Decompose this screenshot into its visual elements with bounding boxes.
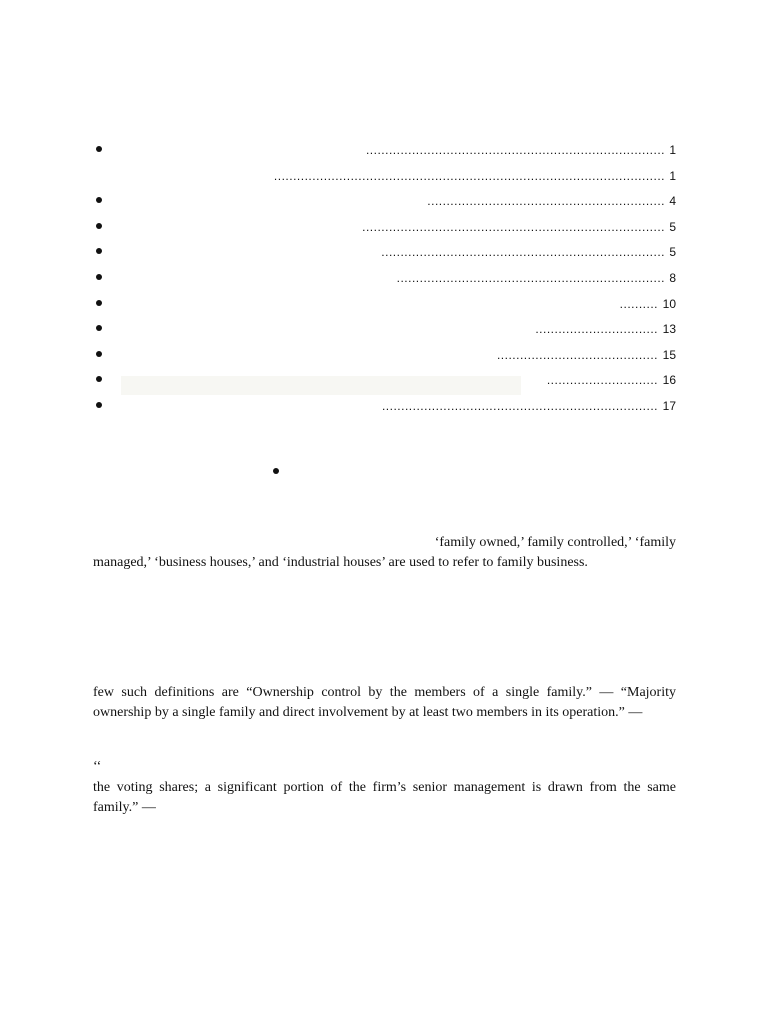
toc-leader-dots: ................................ [535, 322, 658, 337]
toc-entry[interactable] [0, 194, 768, 220]
bullet-icon [96, 376, 102, 382]
bullet-icon [96, 351, 102, 357]
paragraph-terms-line-2: managed,’ ‘business houses,’ and ‘industrial houses’ are used to refer to family business. [93, 554, 588, 570]
toc-page-number: 5 [669, 245, 676, 260]
paragraph-terms-line-1: ‘family owned,’ family controlled,’ ‘family [434, 535, 676, 550]
table-of-contents [0, 143, 768, 425]
bullet-icon [96, 248, 102, 254]
bullet-icon [96, 325, 102, 331]
section-bullet [273, 468, 279, 474]
toc-page-number: 8 [669, 270, 676, 285]
toc-entry[interactable] [0, 220, 768, 246]
toc-page-number: 17 [662, 398, 676, 413]
toc-entry[interactable] [0, 169, 768, 195]
bullet-icon [96, 223, 102, 229]
opening-quote-mark: ‘‘ [93, 759, 102, 774]
toc-leader-dots: .......................................... [496, 347, 658, 362]
toc-page-number: 16 [662, 373, 676, 388]
toc-page-number: 4 [669, 194, 676, 209]
toc-leader-dots: ............................. [546, 373, 658, 388]
toc-entry[interactable] [0, 143, 768, 169]
toc-entry[interactable] [0, 297, 768, 323]
toc-page-number: 1 [669, 143, 676, 157]
toc-page-number: 5 [669, 219, 676, 234]
toc-page-number: 1 [669, 168, 676, 183]
bullet-icon [96, 274, 102, 280]
toc-leader-dots: ............................................................................... [362, 219, 665, 234]
toc-page-number: 15 [662, 347, 676, 362]
toc-leader-dots: ...................................................................................................... [273, 168, 665, 183]
bullet-icon [96, 300, 102, 306]
toc-page-number: 13 [662, 322, 676, 337]
toc-entry[interactable] [0, 322, 768, 348]
toc-leader-dots: ........................................................................ [381, 398, 658, 413]
toc-entry[interactable] [0, 271, 768, 297]
paragraph-definitions: few such definitions are “Ownership control by the members of a single family.” — “Majority ownership by a single family and direct involvement by at least two members in its operation.” — [93, 685, 676, 720]
paragraph-voting-shares: the voting shares; a significant portion of the firm’s senior management is drawn from the same family.” — [93, 780, 676, 815]
toc-leader-dots: .............................................................. [427, 194, 665, 209]
toc-leader-dots: .......... [619, 296, 658, 311]
toc-entry[interactable] [0, 373, 768, 399]
toc-entry[interactable] [0, 399, 768, 425]
toc-entry[interactable] [0, 348, 768, 374]
paragraph-terms [93, 533, 676, 572]
toc-entry[interactable] [0, 245, 768, 271]
toc-leader-dots: .......................................................................... [381, 245, 665, 260]
toc-page-number: 10 [662, 296, 676, 311]
bullet-icon [96, 146, 102, 152]
toc-leader-dots: ...................................................................... [396, 270, 665, 285]
bullet-icon [96, 197, 102, 203]
toc-leader-dots: .............................................................................. [365, 143, 665, 157]
bullet-icon [96, 402, 102, 408]
